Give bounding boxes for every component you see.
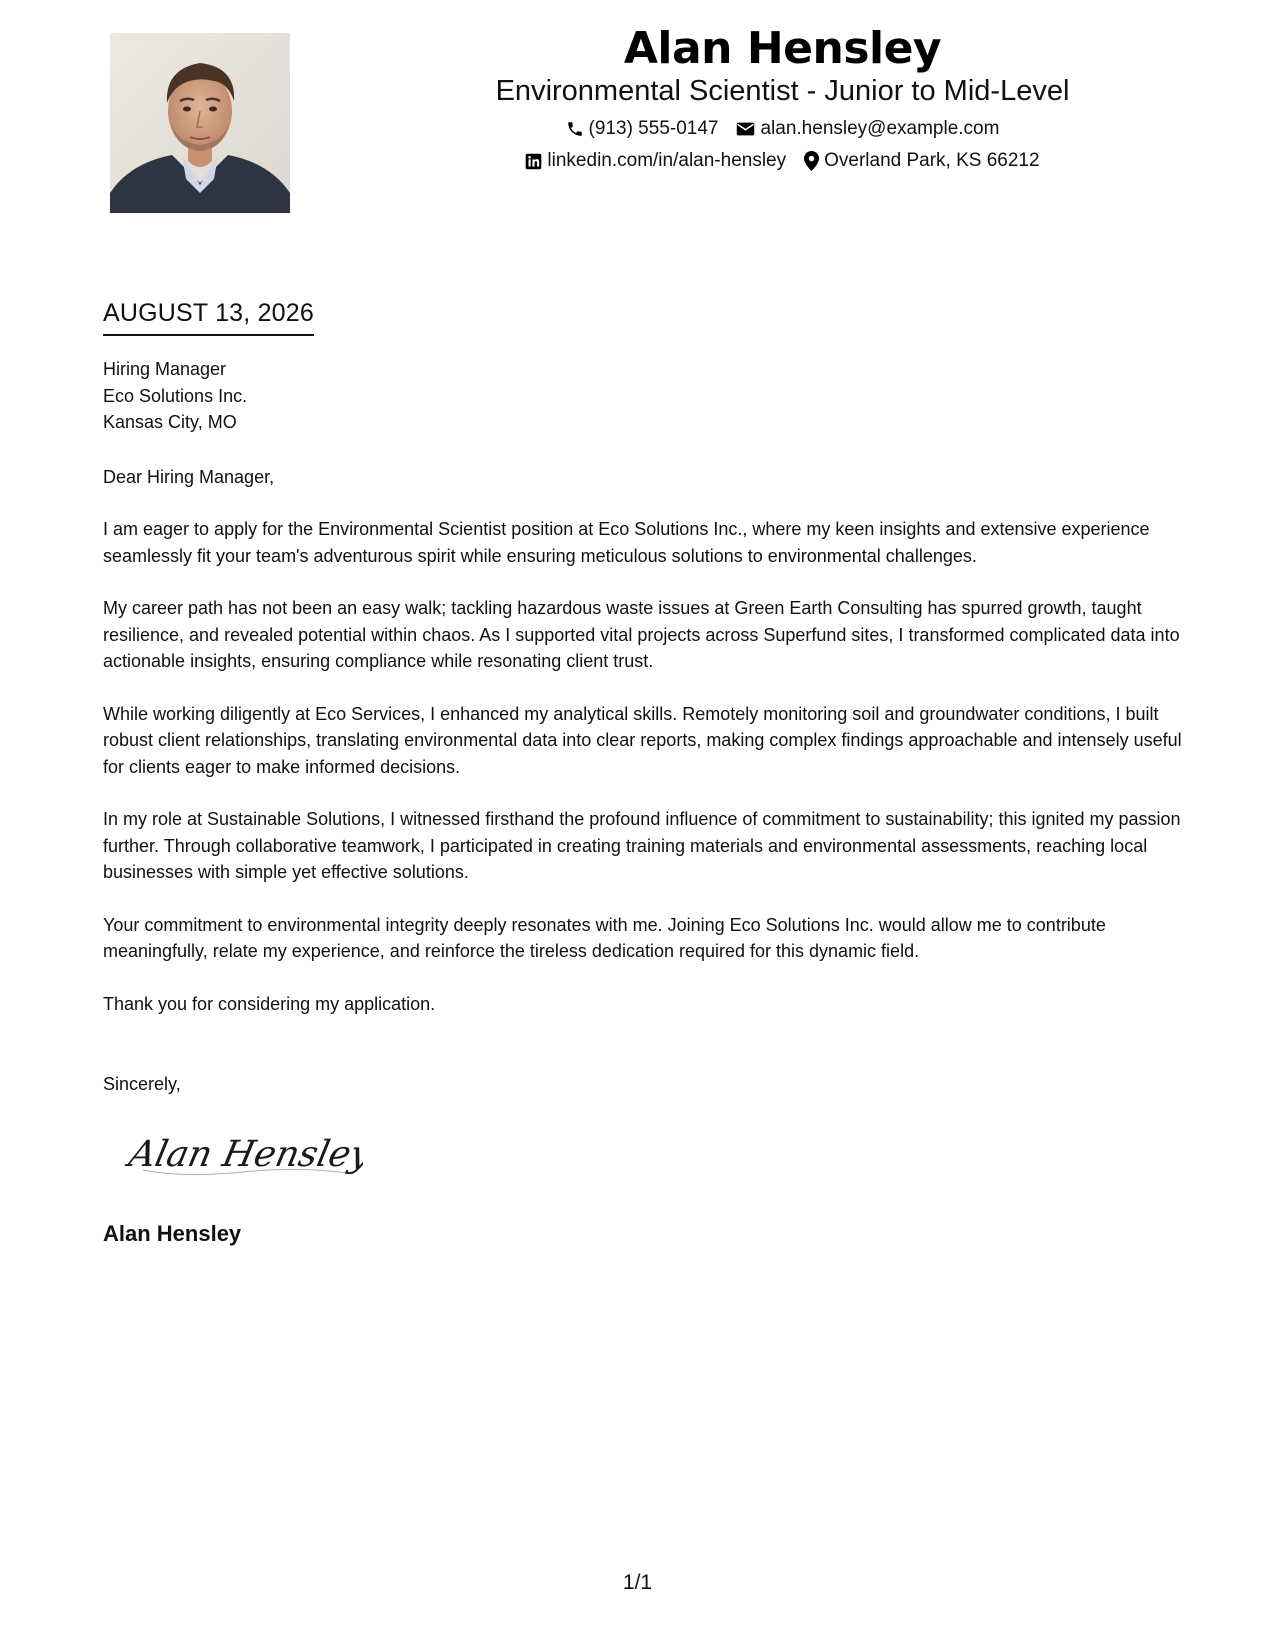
applicant-name: Alan Hensley bbox=[623, 23, 942, 74]
paragraph: Your commitment to environmental integrity deeply resonates with me. Joining Eco Solutions Inc. would allow me to contribute meaningfully, relate my experience, and reinforce the tireless dedication required for this dynamic field. bbox=[103, 914, 1106, 961]
applicant-role: Environmental Scientist - Junior to Mid-Level bbox=[495, 75, 1070, 107]
contact-email bbox=[736, 117, 999, 141]
page-number: 1/1 bbox=[622, 1571, 653, 1594]
letter-date: AUGUST 13, 2026 bbox=[103, 296, 314, 336]
closing: Sincerely, bbox=[103, 1074, 181, 1094]
paragraph: Thank you for considering my application. bbox=[103, 993, 436, 1014]
phone-icon bbox=[566, 120, 584, 138]
contact-linkedin bbox=[525, 149, 786, 173]
paragraph: In my role at Sustainable Solutions, I witnessed firsthand the profound influence of commitment to sustainability; this ignited my passion further. Through collaborative teamwork, I participated in creating training materials and environmental assessments, reaching local businesses with simple yet effective solutions. bbox=[103, 809, 1181, 882]
linkedin-icon bbox=[525, 153, 542, 170]
paragraph: My career path has not been an easy walk; tackling hazardous waste issues at Green Earth Consulting has spurred growth, taught resilience, and revealed potential within chaos. As I supported vital projects across Superfund sites, I transformed complicated data into actionable insights, ensuring compliance while resonating client trust. bbox=[103, 598, 1180, 671]
signer-name: Alan Hensley bbox=[103, 1221, 242, 1246]
profile-photo bbox=[110, 33, 290, 213]
svg-text:Alan Hensley: Alan Hensley bbox=[125, 1131, 363, 1175]
envelope-icon bbox=[736, 121, 755, 137]
phone-text: (913) 555-0147 bbox=[588, 118, 719, 139]
email-text: alan.hensley@example.com bbox=[760, 118, 1000, 139]
contact-line-secondary bbox=[290, 149, 1275, 173]
location-text: Overland Park, KS 66212 bbox=[824, 150, 1040, 171]
handwritten-signature bbox=[123, 1120, 1183, 1192]
recipient-company: Eco Solutions Inc. bbox=[103, 385, 248, 406]
letter-body bbox=[103, 296, 1183, 1248]
paragraph: While working diligently at Eco Services, I enhanced my analytical skills. Remotely monitoring soil and groundwater conditions, I built robust client relationships, translating environmental data into clear reports, making complex findings approachable and intensely useful for clients eager to make informed decisions. bbox=[103, 703, 1182, 777]
recipient-title: Hiring Manager bbox=[103, 359, 227, 379]
contact-line-primary bbox=[290, 117, 1275, 141]
letter-header bbox=[290, 22, 1275, 173]
recipient-location: Kansas City, MO bbox=[103, 412, 237, 432]
recipient-block bbox=[103, 356, 1183, 436]
contact-location bbox=[804, 149, 1039, 173]
contact-phone bbox=[566, 117, 719, 141]
linkedin-text: linkedin.com/in/alan-hensley bbox=[547, 150, 787, 171]
salutation: Dear Hiring Manager, bbox=[103, 466, 275, 487]
paragraph: I am eager to apply for the Environmental Scientist position at Eco Solutions Inc., where my keen insights and extensive experience seamlessly fit your team's adventurous spirit while ensuring meticulous solutions to environmental challenges. bbox=[103, 519, 1150, 566]
map-pin-icon bbox=[804, 151, 819, 171]
